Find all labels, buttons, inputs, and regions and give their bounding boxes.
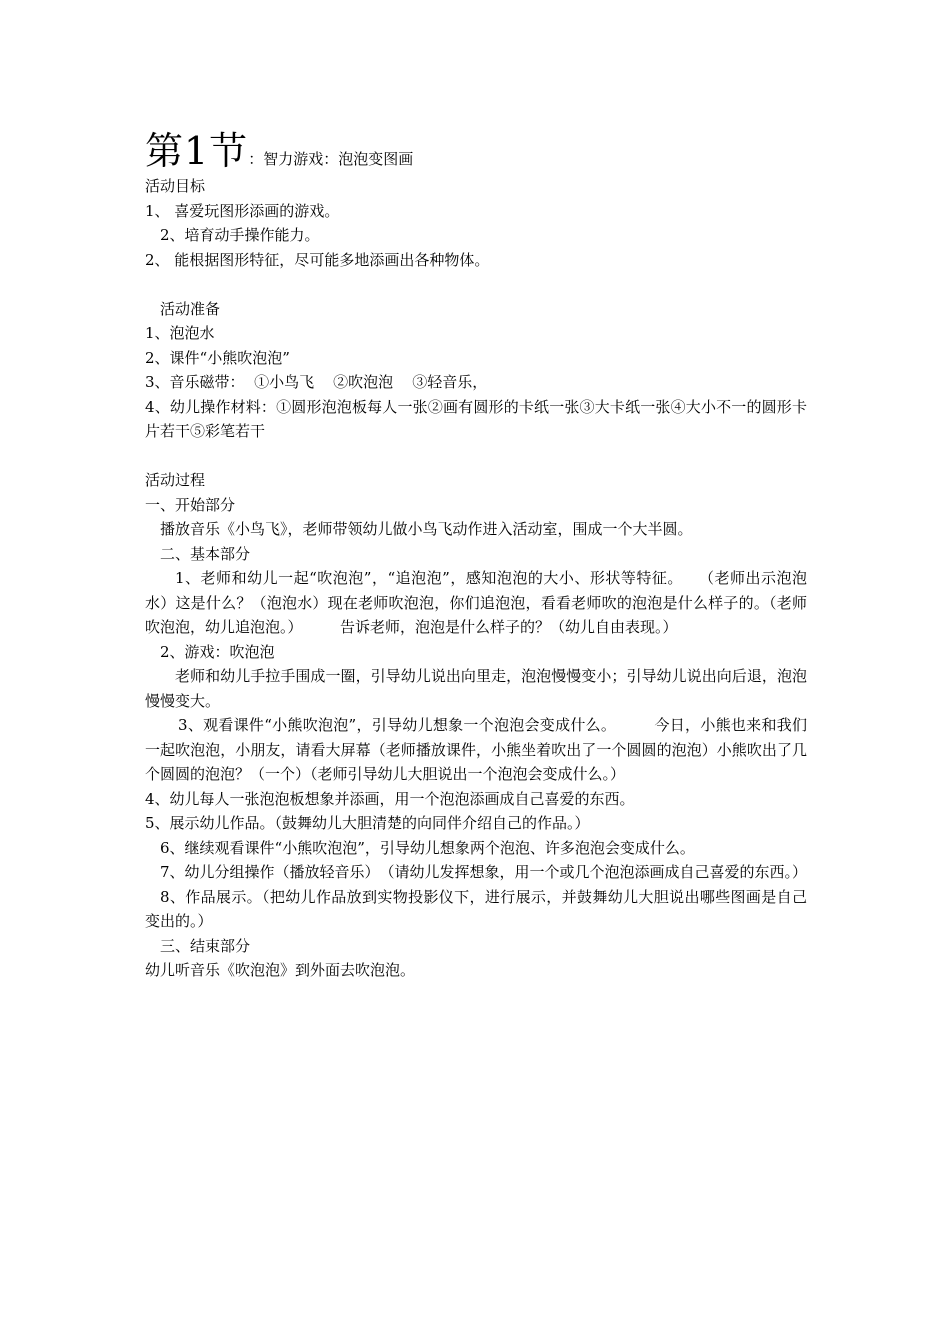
- spacer: [145, 272, 807, 297]
- preparation-item: 2、课件“小熊吹泡泡”: [145, 348, 290, 367]
- goal-item: 1、 喜爱玩图形添画的游戏。: [145, 201, 340, 220]
- step-item: 1、老师和幼儿一起“吹泡泡”，“追泡泡”，感知泡泡的大小、形状等特征。 （老师出示泡泡水）这是什么？（泡泡水）现在老师吹泡泡，你们追泡泡，看看老师吹的泡泡是什么样子的。（老师吹泡泡，幼儿追泡泡。） 告诉老师，泡泡是什么样子的？（幼儿自由表现。）: [145, 569, 807, 636]
- document-title: [145, 128, 807, 174]
- step-item: 6、继续观看课件“小熊吹泡泡”，引导幼儿想象两个泡泡、许多泡泡会变成什么。: [160, 838, 695, 857]
- spacer: [145, 444, 807, 469]
- step-item: 2、游戏：吹泡泡: [160, 642, 275, 661]
- step-item: 4、幼儿每人一张泡泡板想象并添画，用一个泡泡添画成自己喜爱的东西。: [145, 789, 635, 808]
- process-heading: 活动过程: [145, 471, 206, 489]
- preparation-item: 3、音乐磁带： ①小鸟飞 ②吹泡泡 ③轻音乐，: [145, 373, 488, 391]
- part1-title: 一、开始部分: [145, 495, 236, 514]
- step-item: 7、幼儿分组操作（播放轻音乐） （请幼儿发挥想象，用一个或几个泡泡添画成自己喜爱的东西。）: [160, 863, 808, 881]
- goal-item: 2、培育动手操作能力。: [160, 226, 320, 244]
- part3-title: 三、结束部分: [160, 936, 251, 955]
- part3-text: 幼儿听音乐《吹泡泡》到外面去吹泡泡。: [145, 961, 416, 979]
- step-item: 3、观看课件“小熊吹泡泡”，引导幼儿想象一个泡泡会变成什么。 今日，小熊也来和我们一起吹泡泡，小朋友，请看大屏幕（老师播放课件，小熊坐着吹出了一个圆圆的泡泡）小熊吹出了几个圆圆的泡泡？（一个）（老师引导幼儿大胆说出一个泡泡会变成什么。）: [145, 716, 807, 783]
- preparation-heading: 活动准备: [160, 299, 221, 318]
- part2-title: 二、基本部分: [160, 544, 251, 563]
- goals-heading: 活动目标: [145, 177, 206, 195]
- preparation-item: 1、泡泡水: [145, 324, 215, 342]
- goal-item: 2、 能根据图形特征，尽可能多地添画出各种物体。: [145, 250, 490, 269]
- document-content: [145, 128, 807, 983]
- part1-text: 播放音乐《小鸟飞》，老师带领幼儿做小鸟飞动作进入活动室，围成一个大半圆。: [160, 520, 693, 538]
- step-item: 老师和幼儿手拉手围成一圈，引导幼儿说出向里走，泡泡慢慢变小；引导幼儿说出向后退，泡泡慢慢变大。: [145, 667, 807, 710]
- section-subtitle: ：智力游戏：泡泡变图画: [248, 150, 414, 168]
- preparation-item: 4、幼儿操作材料：①圆形泡泡板每人一张②画有圆形的卡纸一张③大卡纸一张④大小不一的圆形卡片若干⑤彩笔若干: [145, 397, 807, 440]
- step-item: 8、作品展示。（把幼儿作品放到实物投影仪下，进行展示，并鼓舞幼儿大胆说出哪些图画是自己变出的。）: [145, 887, 807, 930]
- step-item: 5、展示幼儿作品。（鼓舞幼儿大胆清楚的向同伴介绍自己的作品。）: [145, 814, 590, 832]
- section-title: 第1节: [145, 129, 249, 173]
